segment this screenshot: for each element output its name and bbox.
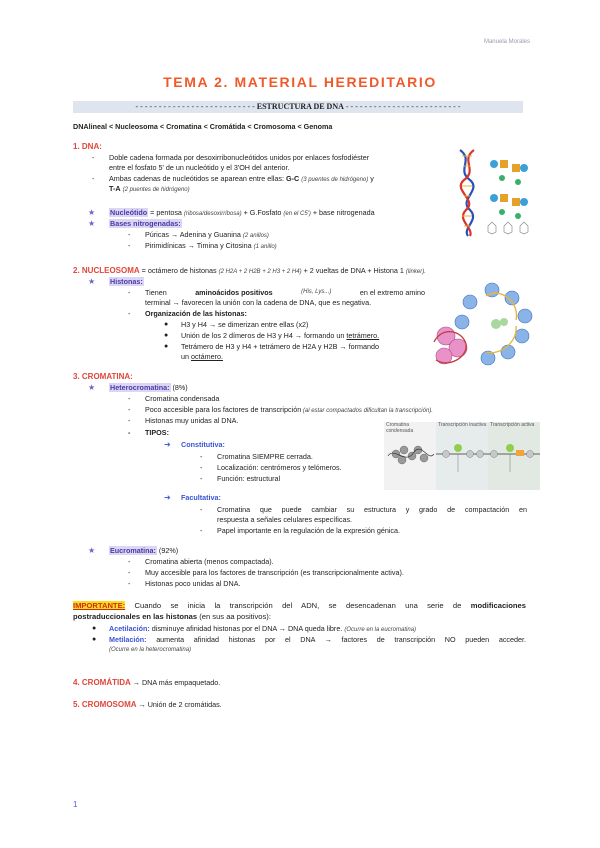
hetero-item-2-note: (al estar compactados dificultan la transcripción). [301,408,433,414]
dash-marker: - [128,288,131,297]
dna-gc-note: (3 puentes de hidrógeno) [301,177,369,183]
dash-marker: - [128,405,131,414]
fig-label-inactive: Transcripción inactiva [438,422,487,428]
dna-p2-line1 [109,174,374,185]
histonas-label-line [109,277,144,287]
pirimidinas-text: Pirimidínicas → Timina y Citosina [145,241,254,250]
cromosoma-line [73,699,222,710]
acet-label: Acetilación: [109,624,150,633]
cromatida-line [73,677,220,688]
dash-marker: - [128,568,131,577]
met-text: aumenta afinidad histonas por el DNA → factores de transcripción NO pueden acceder. [146,635,526,644]
histonas-label: Histonas: [110,277,143,286]
dna-p2-line2 [109,184,190,195]
fac-label: Facultativa: [181,493,221,502]
dash-marker: - [128,309,131,318]
dna-p2-text: Ambas cadenas de nucleótidos se aparean entre ellas: [109,174,287,183]
fig-label-condensed: Cromatina condensada [386,422,414,434]
banner-label: ESTRUCTURA DE DNA [256,102,344,111]
h1-c: en el extremo amino [359,288,425,297]
star-bullet-icon: ★ [88,208,96,217]
dash-marker: - [92,153,95,162]
tipos-label: TIPOS: [145,428,169,437]
dash-marker: - [200,505,203,514]
nucleotido-note1: (ribosa/desoxirribosa) [183,211,242,217]
author-name: Manuela Morales [483,39,530,45]
importante-l1-a: Cuando se inicia la transcripción del ADN, se desencadenan una serie de [125,601,471,610]
const-label: Constitutiva: [181,440,225,449]
dna-y: y [368,174,374,183]
acet-note: (Ocurre en la eucromatina) [344,627,417,633]
bases-label-line [109,219,182,229]
dash-marker: - [128,241,131,250]
dash-marker: - [92,174,95,183]
purinas-line [145,230,269,241]
cromatina-heading: 3. CROMATINA: [73,372,133,381]
eu-pct: (92%) [156,546,179,555]
org-item2 [181,331,379,341]
dash-marker: - [200,463,203,472]
nucleosoma-heading: 2. NUCLEOSOMA [73,266,140,275]
dash-marker: - [128,428,131,437]
hetero-item-1: Cromatina condensada [145,394,220,403]
page-number: 1 [73,800,78,809]
eu-label-line [109,546,178,556]
page-title: TEMA 2. MATERIAL HEREDITARIO [163,74,437,90]
dash-marker: - [128,230,131,239]
banner-dashes-left: - - - - - - - - - - - - - - - - - - - - - - - - - - [135,102,255,111]
dna-heading: 1. DNA: [73,142,102,151]
hetero-label: Heterocromatina: [110,383,170,392]
histonas-p1-line1 [145,288,425,298]
eu-item-3: Histonas poco unidas al DNA. [145,579,241,588]
dna-structure-figure [452,146,536,238]
dash-marker: - [200,474,203,483]
star-bullet-icon: ★ [88,277,96,286]
org-item3: Tetrámero de H3 y H4 + tetrámero de H2A y H2B → formando [181,342,379,351]
bullet-dot: ● [164,343,169,350]
eu-item-1: Cromatina abierta (menos compactada). [145,557,274,566]
purinas-note: (2 anillos) [242,233,269,239]
dash-marker: - [128,557,131,566]
importante-line2 [73,612,271,623]
const-item-3: Función: estructural [217,474,281,483]
eu-item-2: Muy accesible para los factores de transcripción (es transcripcionalmente activa). [145,568,404,577]
org-label: Organización de las histonas: [145,309,247,318]
fac-line-1: Cromatina que puede cambiar su estructura y grado de compactación en [217,505,527,514]
hetero-item-2 [145,405,433,416]
bullet-dot: ● [92,636,97,643]
bullet-dot: ● [92,625,97,632]
fac-line-2: respuesta a señales celulares específicas. [217,515,353,524]
pirimidinas-note: (1 anillo) [253,244,277,250]
h1-b: aminoácidos positivos [195,288,273,297]
metilacion-line [109,635,526,645]
star-bullet-icon: ★ [88,219,96,228]
nucleotido-end: + base nitrogenada [310,208,375,217]
arrow-icon: ➜ [164,440,171,449]
org-item3-line2 [181,352,223,362]
importante-line1 [73,601,526,612]
nucleosoma-eq-note2: (linker). [405,269,426,275]
acet-text: disminuye afinidad histonas por el DNA → DNA queda libre. [149,624,345,633]
importante-label: IMPORTANTE: [73,601,126,610]
cromatida-text: → DNA más empaquetado. [130,678,221,687]
org3-u: octámero. [191,352,223,361]
dash-marker: - [128,579,131,588]
star-bullet-icon: ★ [88,383,96,392]
purinas-text: Púricas → Adenina y Guanina [145,230,243,239]
dna-gc: G-C [286,174,300,183]
dna-p1-line1: Doble cadena formada por desoxirribonucleótidos unidos por enlaces fosfodiéster [109,153,370,162]
acetilacion-line [109,624,416,635]
met-note: (Ocurre en la heterocromatina) [109,647,192,653]
fac-line-3: Papel importante en la regulación de la expresión génica. [217,526,401,535]
met-label: Metilación: [109,635,147,644]
org-item1: H3 y H4 → se dimerizan entre ellas (x2) [181,320,309,329]
nucleosoma-eq-note: (2 H2A + 2 H2B + 2 H3 + 2 H4) [218,269,302,275]
nucleotido-line [109,208,375,219]
dash-marker: - [200,526,203,535]
dna-ta: T-A [109,184,121,193]
hetero-item-3: Histonas muy unidas al DNA. [145,416,239,425]
pirimidinas-line [145,241,277,252]
h1-a: Tienen [145,288,167,297]
org2-a: Unión de los 2 dímeros de H3 y H4 → formando un [181,331,347,340]
section-banner [73,101,523,113]
dash-marker: - [128,416,131,425]
hierarchy-line: DNAlineal < Nucleosoma < Cromatina < Cromátida < Cromosoma < Genoma [73,122,333,131]
nucleotido-note2: (en el C5') [283,211,311,217]
chromatin-states-figure [384,422,540,490]
const-item-1: Cromatina SIEMPRE cerrada. [217,452,313,461]
cromatida-heading: 4. CROMÁTIDA [73,678,131,687]
nucleotido-mid: + G.Fosfato [241,208,284,217]
star-bullet-icon: ★ [88,546,96,555]
nucleotido-eq: = pentosa [148,208,184,217]
hetero-item-2-text: Poco accesible para los factores de transcripción [145,405,302,414]
nucleotido-label: Nucleótido [110,208,148,217]
nucleosome-figure [432,282,538,372]
org2-u: tetrámero. [346,331,380,340]
importante-l2-b: postraduccionales en las histonas [73,612,198,621]
dash-marker: - [200,452,203,461]
hetero-pct: (8%) [170,383,188,392]
dna-p1-line2: entre el fosfato 5' de un nucleótido y el 3'OH del anterior. [109,163,290,172]
cromosoma-text: → Unión de 2 cromátidas. [136,700,222,709]
dna-ta-note: (2 puentes de hidrógeno) [122,187,190,193]
bullet-dot: ● [164,332,169,339]
const-item-2: Localización: centrómeros y telómeros. [217,463,342,472]
org3-b: un [181,352,191,361]
arrow-icon: ➜ [164,493,171,502]
bases-label: Bases nitrogenadas: [110,219,181,228]
hetero-label-line [109,383,188,393]
eu-label: Eucromatina: [110,546,156,555]
fig-label-active: Transcripción activa [490,422,535,428]
h1-note: (His, Lys...) [301,289,332,295]
cromosoma-heading: 5. CROMOSOMA [73,700,137,709]
importante-l1-b: modificaciones [470,601,526,610]
dash-marker: - [128,394,131,403]
importante-l2-c: (en sus aa positivos): [197,612,271,621]
nucleosoma-eq-mid: + 2 vueltas de DNA + Histona 1 [301,266,406,275]
nucleosoma-line [73,265,426,277]
banner-dashes-right: - - - - - - - - - - - - - - - - - - - - - - - - - [345,102,461,111]
histonas-p1-line2: terminal → favorecen la unión con la cadena de DNA, que es negativa. [145,298,372,307]
bullet-dot: ● [164,321,169,328]
nucleosoma-eq: = octámero de histonas [139,266,219,275]
